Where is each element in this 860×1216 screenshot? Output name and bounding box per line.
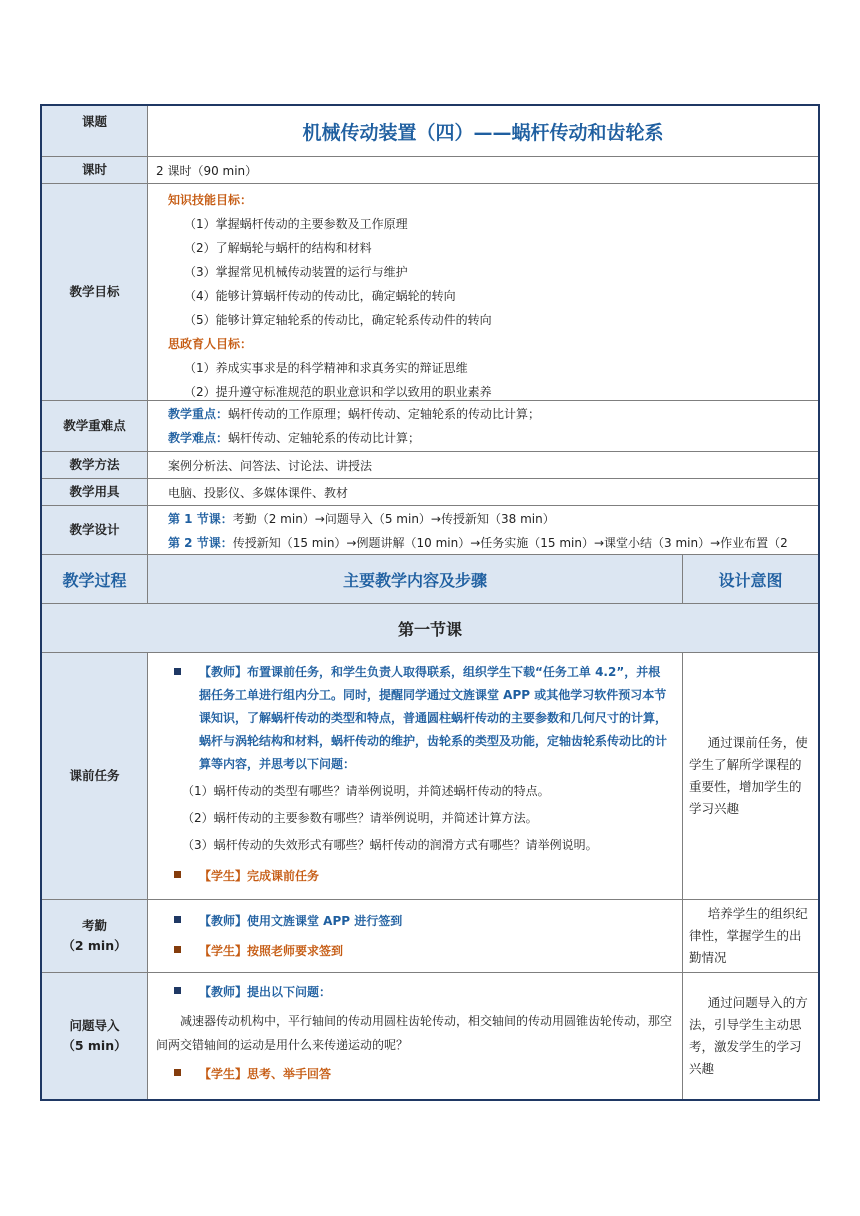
bullet-icon <box>174 916 181 923</box>
knowledge-heading: 知识技能目标： <box>168 193 253 207</box>
intro-time: （5 min） <box>62 1038 127 1053</box>
hours-value: 2 课时（90 min） <box>156 163 258 178</box>
ideology-item: （1）养成实事求是的科学精神和求真务实的辩证思维 <box>184 361 468 375</box>
methods-row <box>42 451 818 478</box>
bullet-icon <box>174 946 181 953</box>
keypoints-content <box>148 401 818 451</box>
ideology-list <box>168 356 818 404</box>
bullet-icon <box>174 668 181 675</box>
pretask-teacher-text: 【教师】布置课前任务，和学生负责人取得联系，组织学生下载“任务工单 4.2”，并根据任务工单进行组内分工。同时，提醒同学通过文旌课堂 APP 或其他学习软件预习本节课知识，了解蜗杆传动的类型和特点，普通圆柱蜗杆传动的主要参数和几何尺寸的计算，蜗杆与涡轮结构和材料，蜗杆传动的维护，齿轮系的类型及功能，定轴齿轮系传动比的计算等内容，并思考以下问题： <box>199 665 668 771</box>
lesson1-text: 考勤（2 min）→问题导入（5 min）→传授新知（38 min） <box>232 512 555 526</box>
pretask-student-text: 【学生】完成课前任务 <box>199 869 320 883</box>
difficulty-label: 教学难点： <box>168 431 229 445</box>
attendance-student: 【学生】按照老师要求签到 <box>199 944 344 958</box>
objectives-content <box>148 184 818 400</box>
question-item: （1）蜗杆传动的类型有哪些？请举例说明，并简述蜗杆传动的特点。 <box>182 784 550 798</box>
intro-label: 问题导入 <box>69 1018 120 1033</box>
intro-intent-cell <box>682 973 818 1099</box>
knowledge-item: （4）能够计算蜗杆传动的传动比，确定蜗轮的转向 <box>184 289 456 303</box>
hours-label: 课时 <box>42 157 148 183</box>
lesson2-text: 传授新知（15 min）→例题讲解（10 min）→任务实施（15 min）→课堂小结（3 min）→作业布置（2 <box>232 536 788 550</box>
knowledge-item: （5）能够计算定轴轮系的传动比，确定轮系传动件的转向 <box>184 313 492 327</box>
attendance-teacher: 【教师】使用文旌课堂 APP 进行签到 <box>199 914 403 928</box>
pretask-row <box>42 652 818 899</box>
pretask-intent-cell <box>682 653 818 899</box>
pretask-teacher <box>174 661 672 776</box>
header-process: 教学过程 <box>42 555 148 603</box>
bullet-icon <box>174 871 181 878</box>
intro-text: 减速器传动机构中，平行轴间的传动用圆柱齿轮传动，相交轴间的传动用圆锥齿轮传动，那空间两交错轴间的运动是用什么来传递运动的呢？ <box>156 1014 673 1052</box>
page-title: 机械传动装置（四）——蜗杆传动和齿轮系 <box>302 121 664 144</box>
focus-text: 蜗杆传动的工作原理；蜗杆传动、定轴轮系的传动比计算； <box>228 407 541 421</box>
objectives-row <box>42 183 818 400</box>
lesson2-label: 第 2 节课： <box>168 536 233 550</box>
knowledge-item: （3）掌握常见机械传动装置的运行与维护 <box>184 265 408 279</box>
keypoints-label: 教学重难点 <box>42 401 148 451</box>
knowledge-list <box>168 212 818 332</box>
tools-label: 教学用具 <box>42 479 148 505</box>
intro-label-cell <box>42 973 148 1099</box>
design-label: 教学设计 <box>42 506 148 554</box>
pretask-content <box>148 653 682 899</box>
difficulty-text: 蜗杆传动、定轴轮系的传动比计算； <box>228 431 421 445</box>
methods-value: 案例分析法、问答法、讨论法、讲授法 <box>168 458 373 473</box>
focus-label: 教学重点： <box>168 407 229 421</box>
lesson1-label: 第 1 节课： <box>168 512 233 526</box>
pretask-questions <box>174 778 672 859</box>
attendance-row <box>42 899 818 972</box>
methods-label: 教学方法 <box>42 452 148 478</box>
question-item: （3）蜗杆传动的失效形式有哪些？蜗杆传动的润滑方式有哪些？请举例说明。 <box>182 838 598 852</box>
attendance-time: （2 min） <box>62 938 127 953</box>
knowledge-item: （2）了解蜗轮与蜗杆的结构和材料 <box>184 241 372 255</box>
intro-content <box>148 973 682 1099</box>
knowledge-item: （1）掌握蜗杆传动的主要参数及工作原理 <box>184 217 408 231</box>
ideology-item: （2）提升遵守标准规范的职业意识和学以致用的职业素养 <box>184 385 492 399</box>
process-header-row <box>42 554 818 603</box>
design-row <box>42 505 818 554</box>
intro-student: 【学生】思考、举手回答 <box>199 1067 332 1081</box>
header-intent: 设计意图 <box>682 555 818 603</box>
bullet-icon <box>174 1069 181 1076</box>
tools-value: 电脑、投影仪、多媒体课件、教材 <box>168 485 349 500</box>
section-title: 第一节课 <box>42 603 818 652</box>
objectives-label: 教学目标 <box>42 184 148 400</box>
attendance-intent-cell <box>682 900 818 972</box>
tools-row <box>42 478 818 505</box>
intro-intent: 通过问题导入的方法，引导学生主动思考，激发学生的学习兴趣 <box>689 995 808 1076</box>
attendance-label-cell <box>42 900 148 972</box>
attendance-label: 考勤 <box>81 918 107 933</box>
title-row <box>42 106 818 156</box>
keypoints-row <box>42 400 818 451</box>
title-label: 课题 <box>42 106 148 156</box>
pretask-intent: 通过课前任务，使学生了解所学课程的重要性，增加学生的学习兴趣 <box>689 735 808 816</box>
header-content: 主要教学内容及步骤 <box>148 555 682 603</box>
pretask-student <box>174 865 672 887</box>
lesson-plan-table <box>40 104 820 1101</box>
pretask-label: 课前任务 <box>42 653 148 899</box>
attendance-intent: 培养学生的组织纪律性，掌握学生的出勤情况 <box>689 906 808 965</box>
ideology-heading: 思政育人目标： <box>168 337 253 351</box>
bullet-icon <box>174 987 181 994</box>
design-content <box>148 506 818 554</box>
question-item: （2）蜗杆传动的主要参数有哪些？请举例说明，并简述计算方法。 <box>182 811 538 825</box>
hours-row <box>42 156 818 183</box>
intro-teacher: 【教师】提出以下问题： <box>199 985 332 999</box>
intro-row <box>42 972 818 1099</box>
attendance-content <box>148 900 682 972</box>
